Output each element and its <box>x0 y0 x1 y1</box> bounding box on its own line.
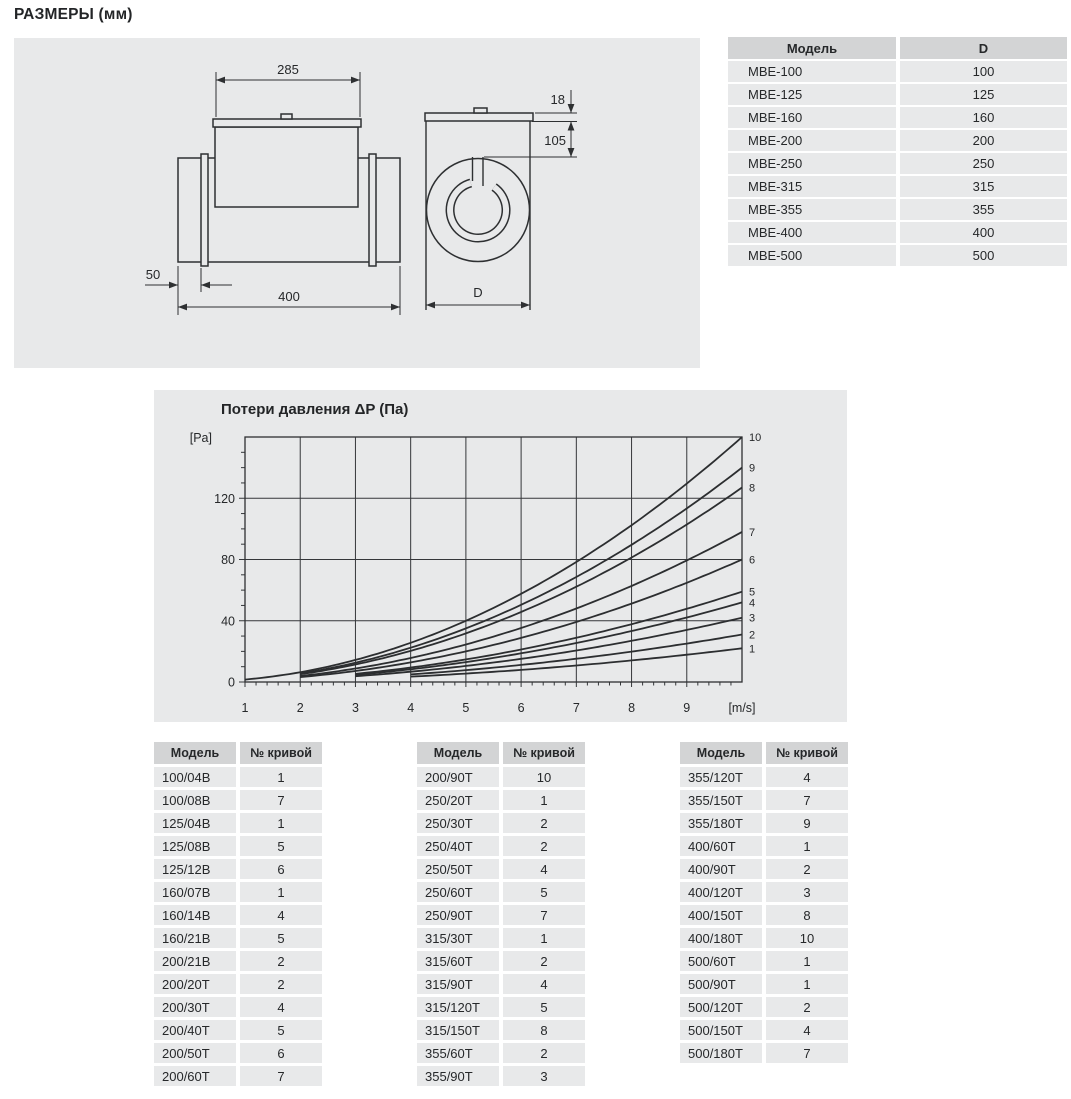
curve-10 <box>245 437 742 680</box>
table-cell: 315/30T <box>417 928 499 948</box>
table-cell: 4 <box>240 997 322 1017</box>
table-cell: 2 <box>503 951 585 971</box>
table-cell: 250/30T <box>417 813 499 833</box>
table-row <box>154 1020 322 1040</box>
table-cell: 125/04B <box>154 813 236 833</box>
side-view <box>145 62 400 315</box>
table-cell: 200/30T <box>154 997 236 1017</box>
table-cell: 250/60T <box>417 882 499 902</box>
dim-label-diameter: D <box>473 285 483 300</box>
curve-4 <box>355 602 742 674</box>
table-row <box>417 997 585 1017</box>
table-cell: MBE-200 <box>728 130 896 151</box>
x-tick-label: 3 <box>351 701 359 715</box>
table-row <box>728 199 1067 220</box>
table-cell: 500/120T <box>680 997 762 1017</box>
table-row <box>417 905 585 925</box>
table-cell: 4 <box>240 905 322 925</box>
table-row <box>680 813 848 833</box>
y-axis-unit: [Pa] <box>189 431 212 445</box>
table-cell: 5 <box>240 836 322 856</box>
table-cell: MBE-355 <box>728 199 896 220</box>
table-row <box>680 767 848 787</box>
table-cell: 100/04B <box>154 767 236 787</box>
table-cell: 1 <box>766 974 848 994</box>
table-row <box>680 882 848 902</box>
table-row <box>728 222 1067 243</box>
table-cell: MBE-160 <box>728 107 896 128</box>
table-row <box>417 1043 585 1063</box>
dim-label-lid-height: 18 <box>550 92 565 107</box>
table-row <box>154 813 322 833</box>
table-cell: 2 <box>503 813 585 833</box>
table-cell: 3 <box>503 1066 585 1086</box>
dim-label-housing-height: 105 <box>544 133 566 148</box>
table-cell: 2 <box>766 997 848 1017</box>
column-header: Модель <box>728 37 896 59</box>
y-tick-label: 80 <box>221 553 235 567</box>
table-row <box>154 951 322 971</box>
table-cell: 250/90T <box>417 905 499 925</box>
table-cell: 5 <box>503 882 585 902</box>
housing-lid-front <box>425 113 533 121</box>
table-row <box>154 859 322 879</box>
curve-label-8: 8 <box>749 482 756 495</box>
table-cell: 4 <box>503 859 585 879</box>
table-cell: 2 <box>503 1043 585 1063</box>
table-cell: 7 <box>503 905 585 925</box>
curve-label-5: 5 <box>749 586 756 599</box>
table-row <box>728 130 1067 151</box>
table-cell: 160 <box>900 107 1067 128</box>
table-cell: 7 <box>766 790 848 810</box>
table-cell: 315/120T <box>417 997 499 1017</box>
x-tick-label: 5 <box>462 701 470 715</box>
table-cell: 1 <box>766 836 848 856</box>
x-axis-unit: [m/s] <box>728 701 756 715</box>
table-header-row <box>154 742 322 764</box>
duct-opening <box>427 159 530 262</box>
column-header: № кривой <box>766 742 848 764</box>
table-cell: 100 <box>900 61 1067 82</box>
table-cell: 200/40T <box>154 1020 236 1040</box>
column-header: D <box>900 37 1067 59</box>
table-cell: 125/08B <box>154 836 236 856</box>
table-cell: 4 <box>766 767 848 787</box>
table-cell: 1 <box>240 767 322 787</box>
x-tick-label: 6 <box>517 701 525 715</box>
curve-table-1 <box>154 742 322 1089</box>
table-cell: 1 <box>503 790 585 810</box>
table-row <box>154 974 322 994</box>
column-header: Модель <box>417 742 499 764</box>
table-cell: 500/150T <box>680 1020 762 1040</box>
table-cell: 355/90T <box>417 1066 499 1086</box>
table-row <box>417 974 585 994</box>
table-row <box>680 859 848 879</box>
table-cell: 315/60T <box>417 951 499 971</box>
heater-housing <box>215 127 358 207</box>
table-cell: MBE-250 <box>728 153 896 174</box>
table-cell: 8 <box>503 1020 585 1040</box>
table-cell: 315 <box>900 176 1067 197</box>
table-row <box>417 859 585 879</box>
curve-label-6: 6 <box>749 554 756 567</box>
table-cell: 200 <box>900 130 1067 151</box>
table-row <box>154 928 322 948</box>
pressure-loss-chart <box>154 390 847 722</box>
table-cell: 500/60T <box>680 951 762 971</box>
table-cell: 355/180T <box>680 813 762 833</box>
curve-label-4: 4 <box>749 597 756 610</box>
dimensions-drawing-panel <box>14 38 700 368</box>
y-tick-label: 120 <box>214 491 235 506</box>
table-row <box>680 905 848 925</box>
x-tick-label: 7 <box>572 701 580 715</box>
table-cell: 400/120T <box>680 882 762 902</box>
lid-knob <box>281 114 292 119</box>
table-cell: MBE-100 <box>728 61 896 82</box>
table-row <box>417 928 585 948</box>
curve-table-3 <box>680 742 848 1066</box>
table-cell: 6 <box>240 859 322 879</box>
table-row <box>680 951 848 971</box>
table-cell: 160/07B <box>154 882 236 902</box>
curve-label-2: 2 <box>749 629 756 642</box>
table-cell: 400/180T <box>680 928 762 948</box>
dim-label-top-width: 285 <box>277 62 299 77</box>
table-row <box>417 813 585 833</box>
x-tick-label: 2 <box>296 701 304 715</box>
table-row <box>154 1066 322 1086</box>
column-header: № кривой <box>240 742 322 764</box>
table-cell: 125/12B <box>154 859 236 879</box>
table-row <box>728 107 1067 128</box>
x-tick-label: 1 <box>241 701 249 715</box>
table-header-row <box>680 742 848 764</box>
table-cell: 5 <box>240 1020 322 1040</box>
table-cell: 3 <box>766 882 848 902</box>
table-cell: 500 <box>900 245 1067 266</box>
table-row <box>417 836 585 856</box>
flange-left <box>201 154 208 266</box>
table-cell: 7 <box>240 1066 322 1086</box>
pressure-chart-panel <box>154 390 847 722</box>
dim-label-flange-offset: 50 <box>145 267 161 282</box>
column-header: Модель <box>154 742 236 764</box>
table-row <box>728 176 1067 197</box>
curve-label-9: 9 <box>749 462 756 475</box>
table-row <box>680 1043 848 1063</box>
table-cell: 200/90T <box>417 767 499 787</box>
table-cell: 355 <box>900 199 1067 220</box>
y-tick-label: 40 <box>221 614 235 629</box>
table-row <box>417 1066 585 1086</box>
table-row <box>680 974 848 994</box>
table-cell: MBE-400 <box>728 222 896 243</box>
table-row <box>154 997 322 1017</box>
y-tick-label: 0 <box>228 675 235 690</box>
table-row <box>154 905 322 925</box>
table-header-row <box>728 37 1067 59</box>
table-cell: 10 <box>766 928 848 948</box>
table-cell: 4 <box>766 1020 848 1040</box>
dim-label-length: 400 <box>278 289 300 304</box>
table-row <box>154 836 322 856</box>
table-cell: 500/180T <box>680 1043 762 1063</box>
table-row <box>728 61 1067 82</box>
column-header: Модель <box>680 742 762 764</box>
x-tick-label: 9 <box>683 701 691 715</box>
table-cell: 315/150T <box>417 1020 499 1040</box>
table-cell: 5 <box>240 928 322 948</box>
table-cell: 5 <box>503 997 585 1017</box>
table-cell: MBE-500 <box>728 245 896 266</box>
table-cell: 315/90T <box>417 974 499 994</box>
table-cell: 400/90T <box>680 859 762 879</box>
table-row <box>680 1020 848 1040</box>
table-header-row <box>417 742 585 764</box>
table-cell: 6 <box>240 1043 322 1063</box>
table-row <box>154 767 322 787</box>
table-cell: 100/08B <box>154 790 236 810</box>
flange-right <box>369 154 376 266</box>
table-cell: MBE-125 <box>728 84 896 105</box>
table-cell: 8 <box>766 905 848 925</box>
table-cell: 400/150T <box>680 905 762 925</box>
technical-drawing <box>14 38 700 368</box>
table-row <box>417 1020 585 1040</box>
table-row <box>154 882 322 902</box>
table-row <box>154 1043 322 1063</box>
table-row <box>728 245 1067 266</box>
table-cell: 125 <box>900 84 1067 105</box>
table-cell: 200/50T <box>154 1043 236 1063</box>
chart-title: Потери давления ΔP (Па) <box>221 401 409 418</box>
table-cell: 2 <box>766 859 848 879</box>
table-cell: 4 <box>503 974 585 994</box>
page-title: РАЗМЕРЫ (мм) <box>14 6 133 23</box>
curve-label-7: 7 <box>749 526 756 539</box>
table-cell: 1 <box>766 951 848 971</box>
table-cell: 160/21B <box>154 928 236 948</box>
table-cell: 355/60T <box>417 1043 499 1063</box>
table-row <box>417 951 585 971</box>
table-cell: 10 <box>503 767 585 787</box>
front-view <box>425 90 577 310</box>
housing-lid <box>213 119 361 127</box>
table-cell: 355/150T <box>680 790 762 810</box>
table-cell: 355/120T <box>680 767 762 787</box>
table-cell: 400 <box>900 222 1067 243</box>
table-row <box>680 790 848 810</box>
curve-label-10: 10 <box>749 432 762 444</box>
table-row <box>417 790 585 810</box>
table-cell: 200/60T <box>154 1066 236 1086</box>
table-cell: 1 <box>503 928 585 948</box>
table-row <box>728 153 1067 174</box>
table-row <box>680 836 848 856</box>
table-row <box>154 790 322 810</box>
table-cell: 9 <box>766 813 848 833</box>
x-tick-label: 8 <box>628 701 636 715</box>
table-cell: 1 <box>240 813 322 833</box>
column-header: № кривой <box>503 742 585 764</box>
table-cell: 2 <box>240 951 322 971</box>
table-cell: 250/40T <box>417 836 499 856</box>
x-tick-label: 4 <box>407 701 415 715</box>
table-row <box>680 928 848 948</box>
model-diameter-table <box>728 37 1067 268</box>
table-cell: 7 <box>766 1043 848 1063</box>
table-cell: 250/50T <box>417 859 499 879</box>
table-cell: 200/21B <box>154 951 236 971</box>
table-cell: 200/20T <box>154 974 236 994</box>
table-row <box>680 997 848 1017</box>
table-cell: 2 <box>503 836 585 856</box>
table-cell: MBE-315 <box>728 176 896 197</box>
table-cell: 7 <box>240 790 322 810</box>
table-cell: 500/90T <box>680 974 762 994</box>
table-cell: 250/20T <box>417 790 499 810</box>
table-cell: 2 <box>240 974 322 994</box>
curve-table-2 <box>417 742 585 1089</box>
table-cell: 160/14B <box>154 905 236 925</box>
table-row <box>417 882 585 902</box>
curve-label-3: 3 <box>749 612 756 625</box>
table-cell: 1 <box>240 882 322 902</box>
lid-knob-front <box>474 108 487 113</box>
table-row <box>417 767 585 787</box>
curve-label-1: 1 <box>749 643 756 656</box>
table-row <box>728 84 1067 105</box>
table-cell: 400/60T <box>680 836 762 856</box>
table-cell: 250 <box>900 153 1067 174</box>
